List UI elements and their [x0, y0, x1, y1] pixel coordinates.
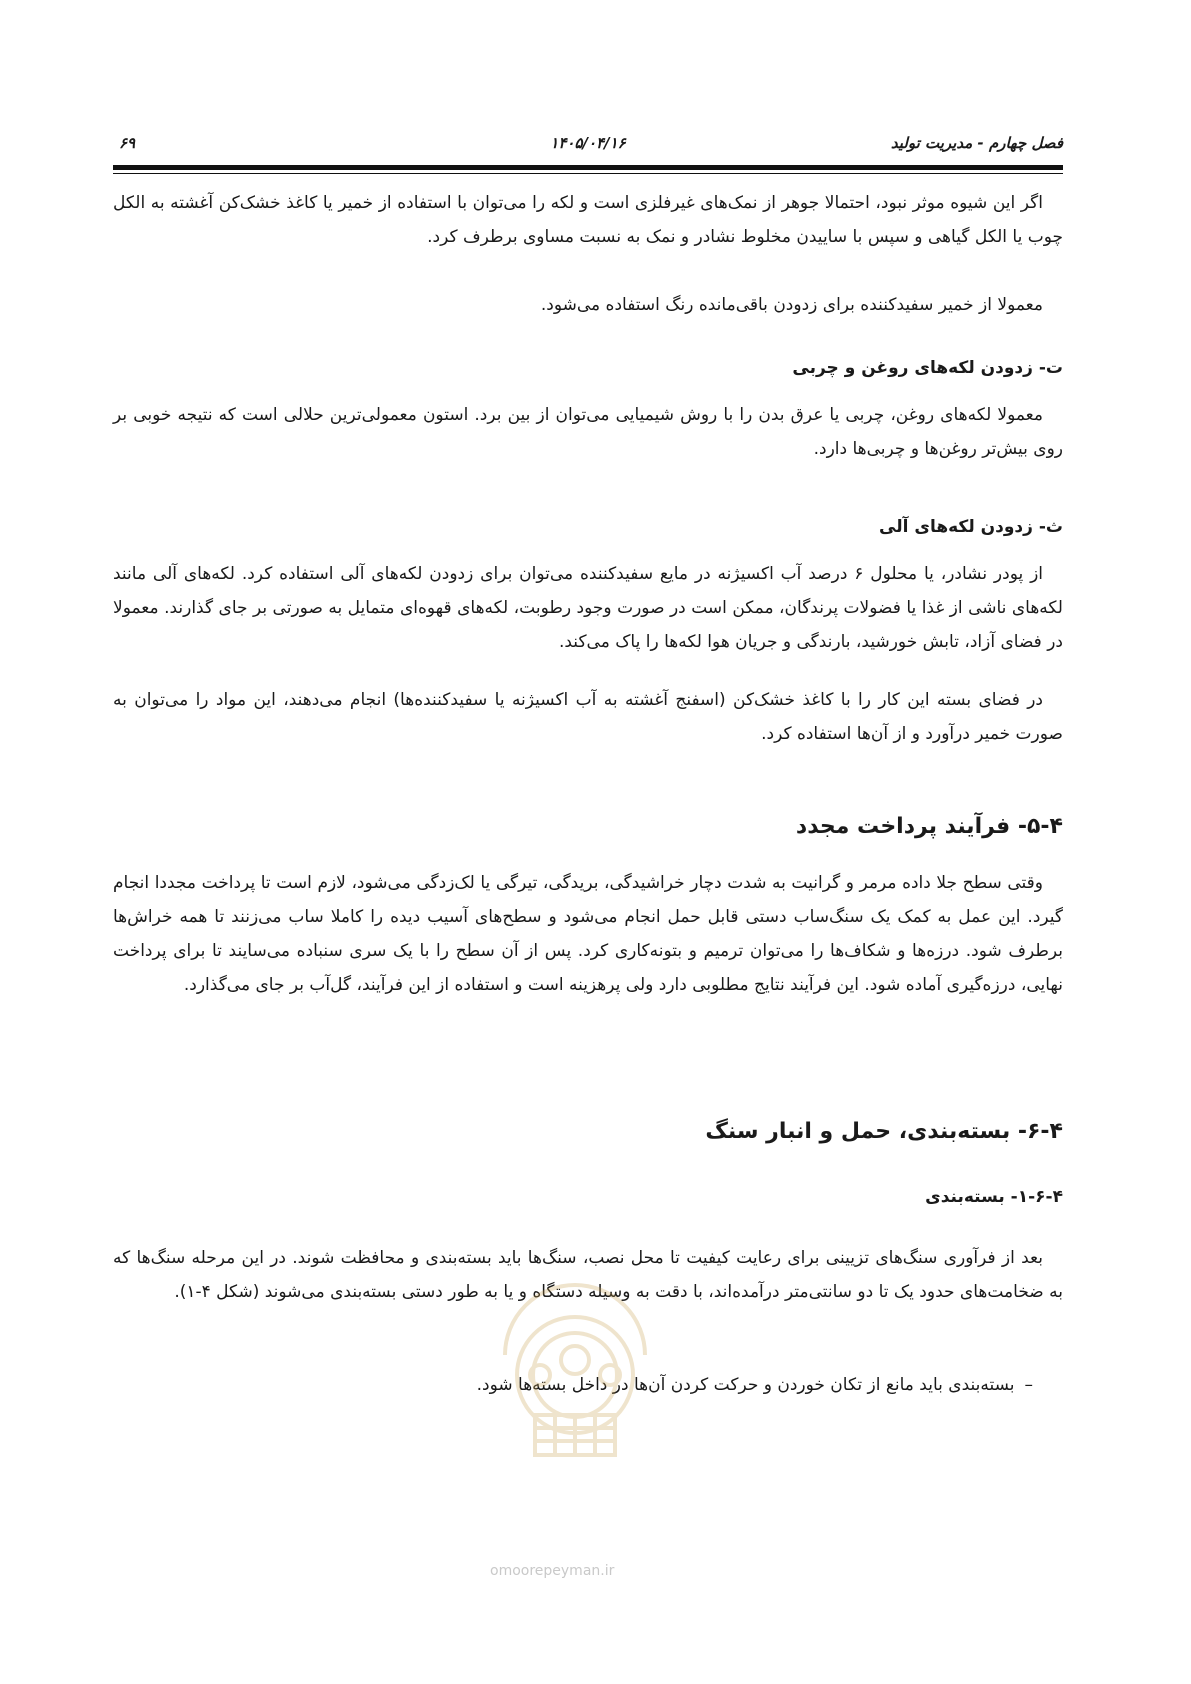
page-number: ۶۹: [119, 134, 136, 152]
paragraph-oil-stains: معمولا لکه‌های روغن، چربی یا عرق بدن را با روش شیمیایی می‌توان از بین برد. استون معمولی‌ترین حلالی است که نتیجه خوبی بر روی بیش‌تر روغن‌ها و چربی‌ها دارد.: [113, 405, 1063, 459]
section-heading-refinishing: ۵-۴- فرآیند پرداخت مجدد: [795, 814, 1063, 839]
paragraph-organic-stains: از پودر نشادر، یا محلول ۶ درصد آب اکسیژنه در مایع سفیدکننده می‌توان برای زدودن لکه‌های آلی استفاده کرد. لکه‌های آلی مانند لکه‌های ناشی از غذا یا فضولات پرندگان، ممکن است در صورت وجود رطوبت، لکه‌های قهوه‌ای متمایل به صورتی بر جای گذارند. معمولا در فضای آزاد، تابش خورشید، بارندگی و جریان هوا لکه‌ها را پاک می‌کند.: [113, 564, 1063, 652]
paragraph-ink-stain: اگر این شیوه موثر نبود، احتمالا جوهر از نمک‌های غیرفلزی است و لکه را می‌توان با استفاده از خمیر یا کاغذ خشک‌کن آغشته به الکل چوب یا الکل گیاهی و سپس با ساییدن مخلوط نشادر و نمک به نسبت مساوی برطرف کرد.: [113, 193, 1063, 247]
section-heading-packaging: ۶-۴- بسته‌بندی، حمل و انبار سنگ: [705, 1119, 1063, 1144]
document-page: [113, 0, 1063, 1684]
paragraph-refinishing: وقتی سطح جلا داده مرمر و گرانیت به شدت دچار خراشیدگی، بریدگی، تیرگی یا لک‌زدگی می‌شود، لازم است تا پرداخت مجددا انجام گیرد. این عمل به کمک یک سنگ‌ساب دستی قابل حمل انجام می‌شود و سطح‌های آسیب دیده را کاملا ساب می‌زنند تا همه خراش‌ها برطرف شود. درزه‌ها و شکاف‌ها را می‌توان ترمیم و بتونه‌کاری کرد. پس از آن سطح را با یک سری سنباده می‌سایند تا برای پرداخت نهایی، درزه‌گیری آماده شود. این فرآیند نتایج مطلوبی دارد ولی پرهزینه است و استفاده از این فرآیند، گل‌آب بر جای می‌گذارد.: [113, 873, 1063, 995]
page-header: [113, 128, 1063, 158]
watermark-url-text: omoorepeyman.ir: [490, 1563, 615, 1579]
paragraph-bleach-paste: معمولا از خمیر سفیدکننده برای زدودن باقی‌مانده رنگ استفاده می‌شود.: [540, 295, 1043, 315]
header-rule-thin: [113, 173, 1063, 174]
header-rule-thick: [113, 165, 1063, 170]
heading-packaging-sub: ۱-۶-۴- بسته‌بندی: [925, 1187, 1063, 1207]
paragraph-packaging: بعد از فرآوری سنگ‌های تزیینی برای رعایت کیفیت تا محل نصب، سنگ‌ها باید بسته‌بندی و محافظت شوند. در این مرحله سنگ‌ها که به ضخامت‌های حدود یک تا دو سانتی‌متر درآمده‌اند، با دقت به وسیله دستگاه و یا به طور دستی بسته‌بندی می‌شوند (شکل ۴-۱).: [113, 1248, 1063, 1302]
watermark-url: [490, 1563, 614, 1579]
chapter-title: فصل چهارم - مدیریت تولید: [890, 134, 1063, 152]
heading-organic-stains: ث- زدودن لکه‌های آلی: [879, 517, 1063, 537]
bullet-text: بسته‌بندی باید مانع از تکان خوردن و حرکت کردن آن‌ها در داخل بسته‌ها شود.: [476, 1375, 1015, 1395]
bullet-dash: –: [1024, 1375, 1033, 1395]
header-date: ۱۴۰۵/۰۴/۱۶: [550, 134, 626, 152]
heading-oil-stains: ت- زدودن لکه‌های روغن و چربی: [792, 358, 1063, 378]
bullet-item: [113, 1368, 1063, 1402]
paragraph-enclosed-space: در فضای بسته این کار را با کاغذ خشک‌کن (اسفنج آغشته به آب اکسیژنه یا سفیدکننده‌ها) انجام می‌دهند، این مواد را می‌توان به صورت خمیر درآورد و از آن‌ها استفاده کرد.: [113, 690, 1063, 744]
